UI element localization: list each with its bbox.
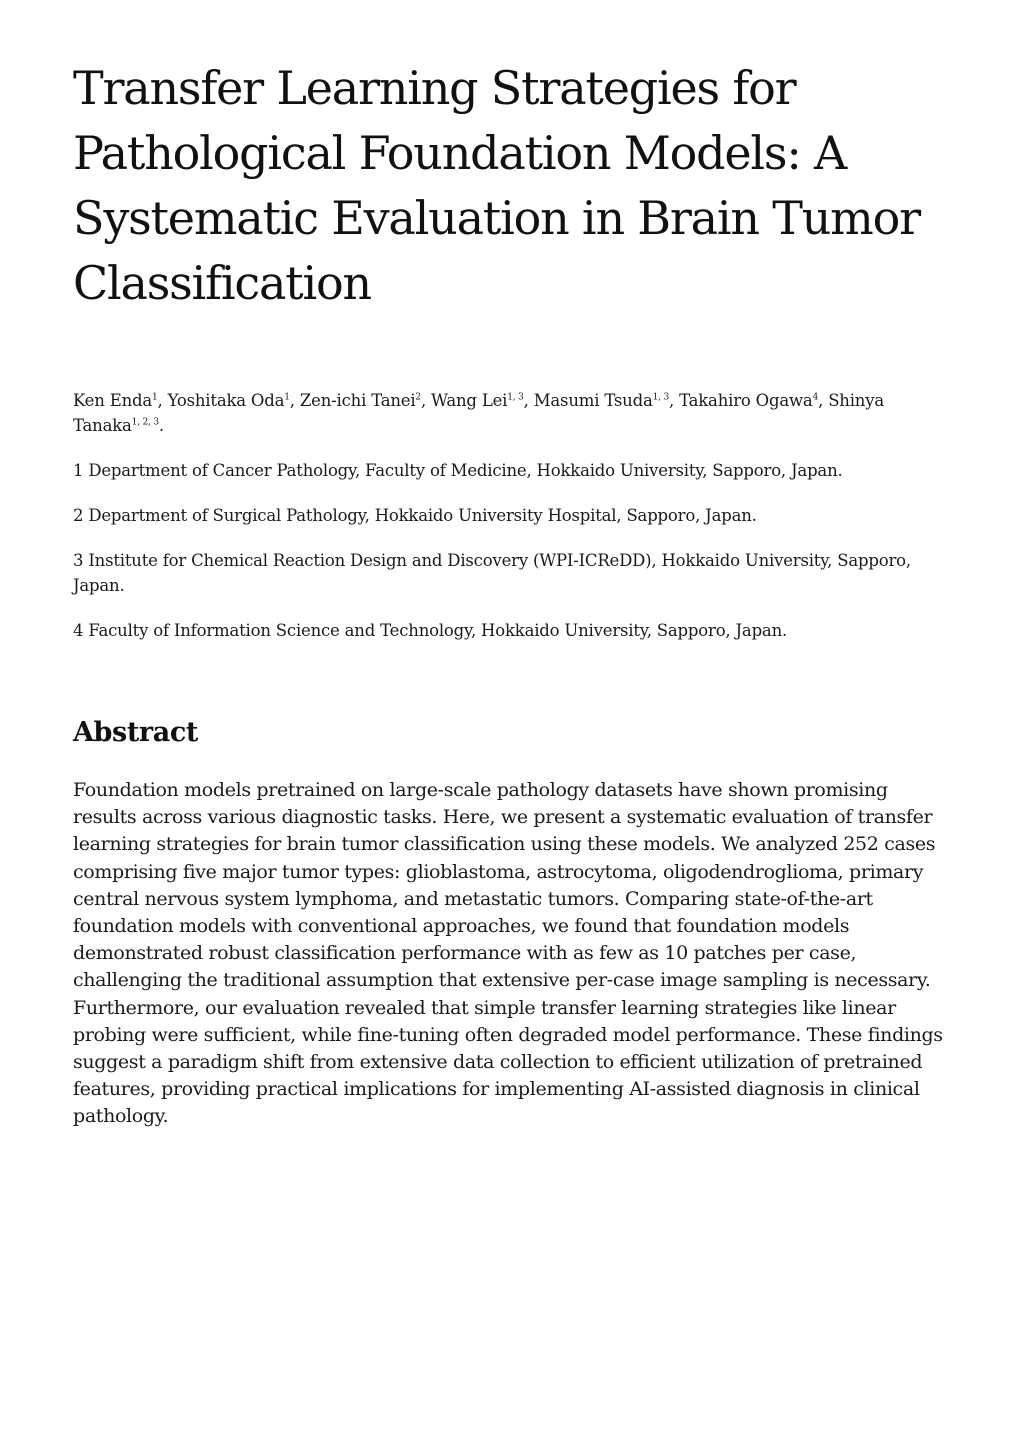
abstract-heading: Abstract: [73, 717, 198, 748]
author: Masumi Tsuda$^{1, 3}$,: [533, 391, 680, 410]
affiliation-3: 3 Institute for Chemical Reaction Design and Discovery (WPI-ICReDD), Hokkaido University, Sapporo, Japan.: [73, 551, 911, 595]
author-name: Ken Enda: [73, 391, 152, 410]
author-affiliation-mark: 2: [415, 392, 421, 403]
author-affiliation-mark: 4: [812, 392, 819, 403]
author-name: Yoshitaka Oda: [167, 391, 285, 410]
author-affiliation-mark: 1: [152, 392, 158, 403]
author-name: Wang Lei: [431, 391, 508, 410]
author-name: Takahiro Ogawa: [679, 391, 813, 410]
abstract-text: Foundation models pretrained on large-scale pathology datasets have shown promising results across various diagnostic tasks. Here, we present a systematic evaluation of transfer learning strategies for brain tumor classification using these models. We analyzed 252 cases comprising five major tumor types: glioblastoma, astrocytoma, oligodendroglioma, primary central nervous system lymphoma, and metastatic tumors. Comparing state-of-the-art foundation models with conventional approaches, we found that foundation models demonstrated robust classification performance with as few as 10 patches per case, challenging the traditional assumption that extensive per-case image sampling is necessary. Furthermore, our evaluation revealed that simple transfer learning strategies like linear probing were sufficient, while fine-tuning often degraded model performance. These findings suggest a paradigm shift from extensive data collection to efficient utilization of pretrained features, providing practical implications for implementing AI-assisted diagnosis in clinical pathology.: [73, 779, 943, 1128]
author-name: Shinya Tanaka: [73, 391, 884, 435]
author-name: Zen-ichi Tanei: [299, 391, 416, 410]
author-affiliation-mark: 1, 2, 3: [131, 417, 159, 428]
paper-page: [73, 56, 953, 1131]
author: Shinya Tanaka$^{1, 2, 3}$.: [73, 391, 884, 435]
author-affiliation-mark: 1, 3: [652, 392, 669, 403]
author-list: [73, 388, 953, 438]
affiliation-4: 4 Faculty of Information Science and Technology, Hokkaido University, Sapporo, Japan.: [73, 621, 788, 640]
paper-title: Transfer Learning Strategies for Pathological Foundation Models: A Systematic Evaluation in Brain Tumor Classification: [73, 61, 920, 310]
author-affiliation-mark: 1, 3: [507, 392, 524, 403]
author: Yoshitaka Oda$^1$,: [167, 391, 300, 410]
author: Takahiro Ogawa$^4$,: [679, 391, 829, 410]
author-affiliation-mark: 1: [284, 392, 290, 403]
author: Wang Lei$^{1, 3}$,: [431, 391, 534, 410]
affiliation-1: 1 Department of Cancer Pathology, Faculty of Medicine, Hokkaido University, Sapporo, Japan.: [73, 461, 843, 480]
author: Zen-ichi Tanei$^2$,: [299, 391, 432, 410]
affiliation-2: 2 Department of Surgical Pathology, Hokkaido University Hospital, Sapporo, Japan.: [73, 506, 757, 525]
author: Ken Enda$^1$,: [73, 391, 168, 410]
author-name: Masumi Tsuda: [533, 391, 653, 410]
